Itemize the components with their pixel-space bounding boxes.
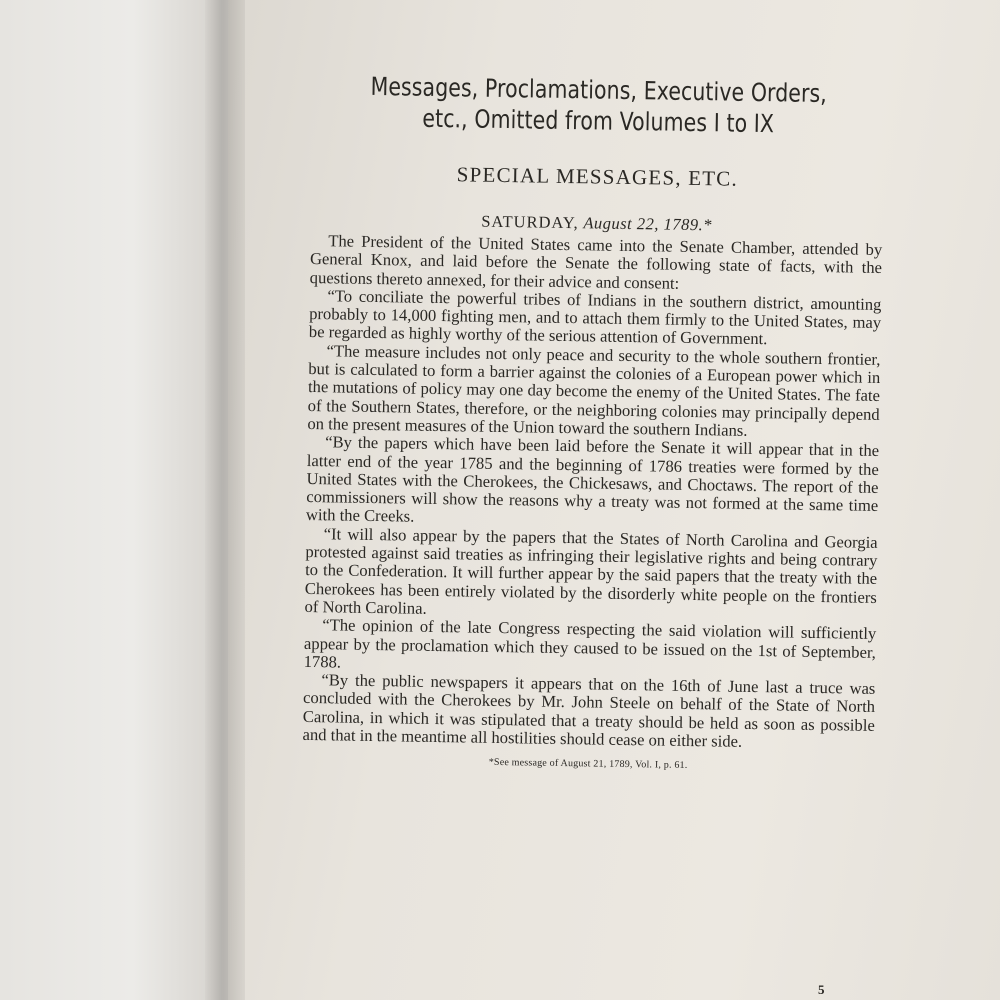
page-content — [299, 70, 885, 999]
footnote: *See message of August 21, 1789, Vol. I, p. 61. — [488, 757, 688, 772]
right-page — [228, 0, 1000, 1000]
section-heading: SPECIAL MESSAGES, ETC. — [456, 162, 739, 191]
paragraph: “To conciliate the powerful tribes of Indians in the southern district, amounting probably to 14,000 fighting men, and to attach them firmly to the United States, may be regarded as highly worthy of the serious attention of Government. — [308, 286, 882, 349]
page-number: 5 — [818, 982, 825, 997]
paragraph: “By the public newspapers it appears that on the 16th of June last a truce was concluded with the Cherokees by Mr. John Steele on behalf of the State of North Carolina, in which it was stipulated that a treaty should be held as soon as possible and that in the meantime all hostilities should cease on either side. — [302, 670, 876, 751]
left-page — [0, 0, 222, 1000]
page-title: Messages, Proclamations, Executive Orders, etc., Omitted from Volumes I to IX — [370, 71, 828, 139]
paragraph: “It will also appear by the papers that the States of North Carolina and Georgia protested against said treaties as infringing their legislative rights and being contrary to the Confederation. It will further appear by the said papers that the treaty with the Cherokees has been entirely violated by the disorderly white people on the frontiers of North Carolina. — [304, 523, 878, 618]
paragraph: The President of the United States came into the Senate Chamber, attended by General Knox, and laid before the Senate the following state of facts, with the questions thereto annexed, for their advice and consent: — [309, 231, 883, 293]
dateline-day: SATURDAY, — [481, 211, 579, 233]
paragraph: “By the papers which have been laid before the Senate it will appear that in the latter end of the year 1785 and the beginning of 1786 treaties were formed by the United States with the Cherokees, the Chickesaws, and Choctaws. The report of the commissioners will show the reasons why a treaty was not formed at the same time with the Creeks. — [305, 432, 880, 527]
book-gutter — [205, 0, 245, 1000]
paragraph: “The opinion of the late Congress respecting the said violation will sufficiently appear by the proclamation which they caused to be issued on the 1st of September, 1788. — [303, 615, 877, 672]
paragraph: “The measure includes not only peace and security to the whole southern frontier, but is calculated to form a barrier against the colonies of a European power which in the mutations of policy may one day become the enemy of the United States. The fate of the Southern States, therefore, or the neighboring colonies may principally depend on the present measures of the Union toward the southern Indians. — [307, 341, 881, 440]
dateline-date: August 22, 1789.* — [583, 213, 713, 235]
